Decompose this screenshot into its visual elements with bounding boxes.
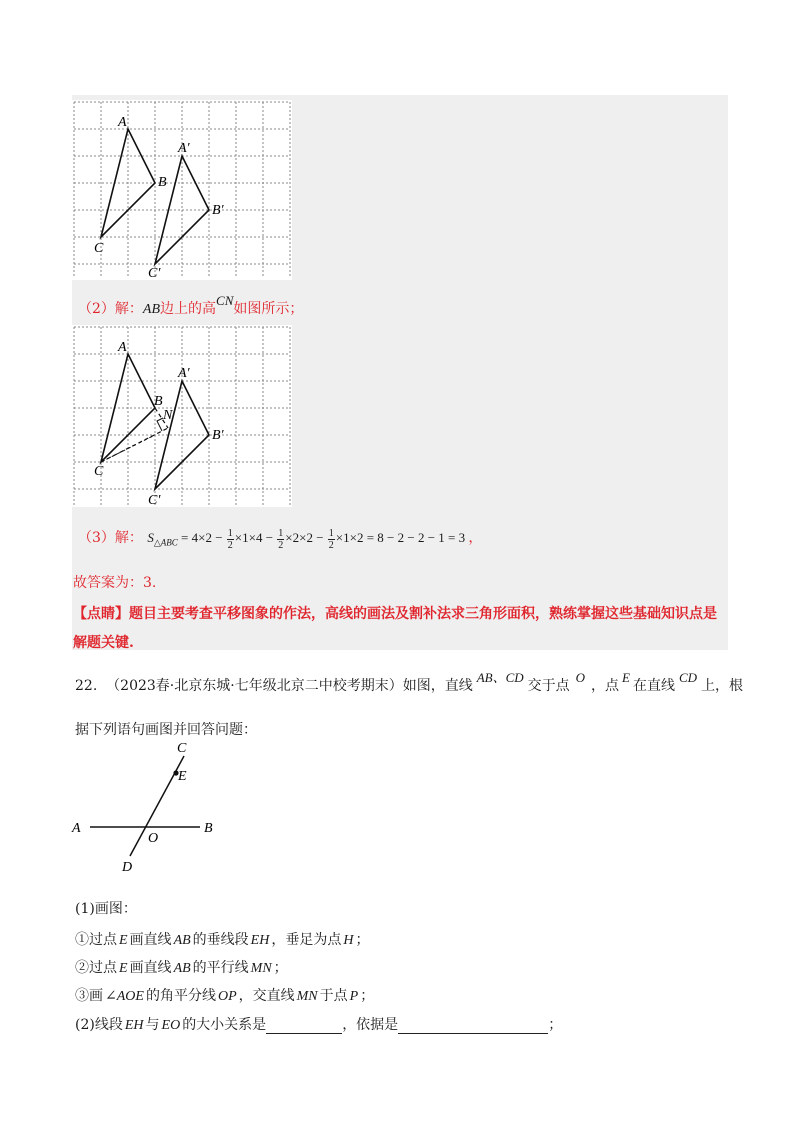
part3-prefix: （3）解： — [78, 530, 143, 546]
question-22-line-1 — [75, 670, 744, 695]
intersecting-lines-diagram — [68, 738, 248, 878]
label-a: A — [118, 115, 127, 130]
sub2-question: (2)线段 EH 与 EO 的大小关系是 ，依据是 ； — [75, 1017, 563, 1033]
grid-figure-2 — [72, 325, 292, 507]
answer-part-2 — [78, 293, 304, 318]
label-e: E — [178, 769, 187, 784]
grid-figure-1 — [72, 100, 292, 280]
translation-diagram — [72, 100, 292, 280]
part2-suffix: 如图所示； — [233, 301, 304, 317]
label-c: C — [94, 241, 104, 256]
answer-blank-1[interactable] — [266, 1019, 342, 1034]
comment-text-1: 题目主要考查平移图象的作法，高线的画法及割补法求三角形面积，熟练掌握这些基础知识点是 — [129, 606, 717, 622]
area-symbol: S — [147, 530, 154, 545]
label-a-prime: A′ — [178, 141, 190, 156]
label-d: D — [122, 860, 133, 875]
formula-part-1: = 4×2 − — [181, 530, 223, 545]
part2-prefix: （2）解： — [78, 301, 143, 317]
fraction-3: $\frac{1}{2}$ — [328, 527, 334, 551]
question-number: 22. — [75, 678, 98, 694]
comment-line-2: 解题关键. — [73, 635, 134, 651]
question-source: （2023春·北京东城·七年级北京二中校考期末）如图，直线 — [106, 678, 473, 694]
question-22-line-2: 据下列语句画图并回答问题： — [75, 722, 257, 738]
sub1-item-2: ②过点 E 画直线 AB 的平行线 MN ； — [75, 960, 288, 976]
label-b-prime: B′ — [212, 428, 224, 443]
sub1-title: (1)画图： — [75, 901, 137, 917]
lines-ab-cd: AB、CD — [476, 670, 524, 685]
answer-conclusion: 故答案为：3. — [73, 575, 157, 591]
line-cd: CD — [679, 670, 698, 685]
answer-blank-2[interactable] — [398, 1019, 548, 1034]
label-a-prime: A′ — [178, 366, 190, 381]
label-c-prime: C′ — [148, 266, 161, 280]
segment-ab: AB — [142, 302, 161, 317]
sub1-item-3: ③画 ∠AOE 的角平分线 OP ，交直线 MN 于点 P ； — [75, 988, 375, 1004]
point-o: O — [575, 670, 586, 685]
label-o: O — [148, 831, 159, 846]
q22-text-3: 在直线 — [633, 678, 675, 694]
answer-part-3 — [78, 527, 482, 551]
fraction-1: $\frac{1}{2}$ — [227, 527, 233, 551]
q22-text-4: 上，根 — [701, 678, 744, 694]
point-e: E — [622, 670, 630, 685]
part2-mid: 边上的高 — [160, 301, 217, 317]
formula-part-3: ×2×2 − — [285, 530, 324, 545]
label-b-prime: B′ — [212, 203, 224, 218]
area-formula — [147, 527, 468, 551]
label-c: C — [94, 464, 104, 479]
label-c: C — [177, 741, 187, 756]
comment-tag: 【点睛】 — [73, 606, 129, 622]
label-b: B — [158, 175, 167, 190]
label-n: N — [163, 408, 173, 423]
label-b: B — [204, 821, 213, 836]
formula-part-2: ×1×4 − — [234, 530, 274, 545]
label-c-prime: C′ — [148, 493, 161, 507]
height-diagram — [72, 325, 292, 507]
height-cn: CN — [216, 293, 234, 308]
comment-line-1 — [73, 603, 717, 623]
sub1-item-1: ①过点 E 画直线 AB 的垂线段 EH ，垂足为点 H ； — [75, 932, 370, 948]
fraction-2: $\frac{1}{2}$ — [278, 527, 284, 551]
formula-part-4: ×1×2 = 8 − 2 − 2 − 1 = 3 — [335, 530, 466, 545]
area-subscript: △ABC — [153, 537, 178, 548]
part3-end: ， — [468, 530, 483, 546]
label-b: B — [154, 394, 163, 409]
q22-text-1: 交于点 — [527, 678, 570, 694]
label-a: A — [118, 340, 127, 355]
label-a: A — [72, 821, 81, 836]
q22-text-2: ，点 — [591, 678, 620, 694]
